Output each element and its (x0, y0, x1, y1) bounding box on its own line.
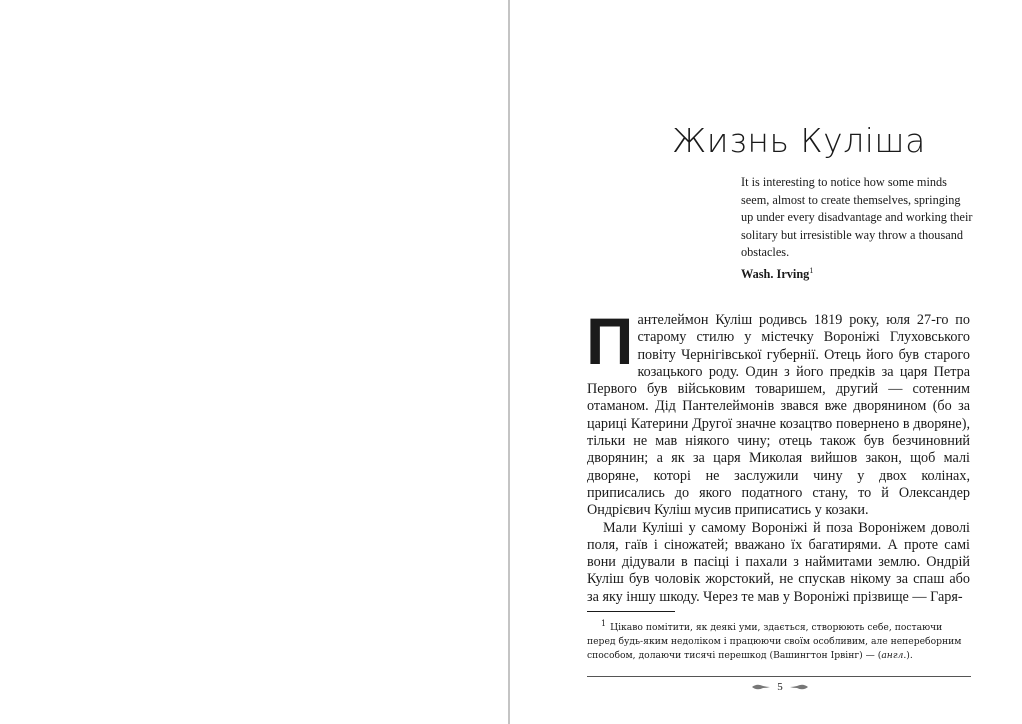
epigraph-note-ref[interactable]: 1 (809, 265, 814, 275)
folio (740, 679, 820, 695)
footnote-abbr: англ. (881, 650, 907, 662)
footnote-mark: 1 (601, 619, 607, 628)
paragraph-2: Мали Куліші у самому Вороніжі й поза Вороніжем доволі поля, гаїв і сіножатей; вважано їх багатирями. А проте самі вони дідували в пасіці і пахали з наймитами землю. Ондрій Куліш був чоловік жорстокий, не спускав нікому за спаш або за яку іншу шкоду. Через те мав у Вороніжі прізвище — Гаря- (587, 519, 970, 605)
footer-rule (587, 676, 971, 677)
epigraph-author: Wash. Irving (741, 266, 810, 281)
drop-cap: П (586, 304, 634, 378)
left-page (0, 0, 508, 724)
footnote-text: Цікаво помітити, як деякі уми, здається, створюють себе, постаючи перед будь-яким недоліком і працюючи своїм особливим, але непереборним способом, долаючи тисячі перешкод (Вашингтон Ірвінг) — ( (587, 622, 962, 662)
body-text (586, 304, 970, 606)
epigraph-text: It is interesting to notice how some minds seem, almost to create themselves, springing up under every disadvantage and working their solitary but irresistible way throw a thousand obstacles. (741, 175, 973, 259)
paragraph-1-text: антелеймон Куліш родивсь 1819 року, юля 27-го по старому стилю у містечку Вороніжі Глуховського повіту Чернігівської губернії. Отець його був старого козацького роду. Один з його предків за царя Петра Первого був військовим товаришем, другий — сотенним отаманом. Дід Пантелеймонів звався вже дворянином (бо за цариці Катерини Другої значне козацтво повернено в дворяне), тільки не мав ніякого чину; отець також був безчиновний дворянин; а як за царя Миколая вийшов закон, щоб малі дворяне, которі не заслужили чину у двох колінах, приписались до якого податного стану, то й Олександер Ондрієвич Куліш мусив приписатись у козаки. (587, 312, 970, 519)
footnote-tail: ). (906, 650, 913, 662)
left-ornament-icon (751, 683, 771, 691)
right-ornament-icon (789, 683, 809, 691)
epigraph (741, 174, 975, 283)
chapter-title: Жизнь Куліша (672, 121, 926, 160)
footnote-rule (587, 611, 675, 612)
paragraph-1 (586, 304, 970, 520)
page-number: 5 (777, 681, 783, 693)
footnote (587, 617, 971, 663)
epigraph-author-line (741, 262, 975, 284)
